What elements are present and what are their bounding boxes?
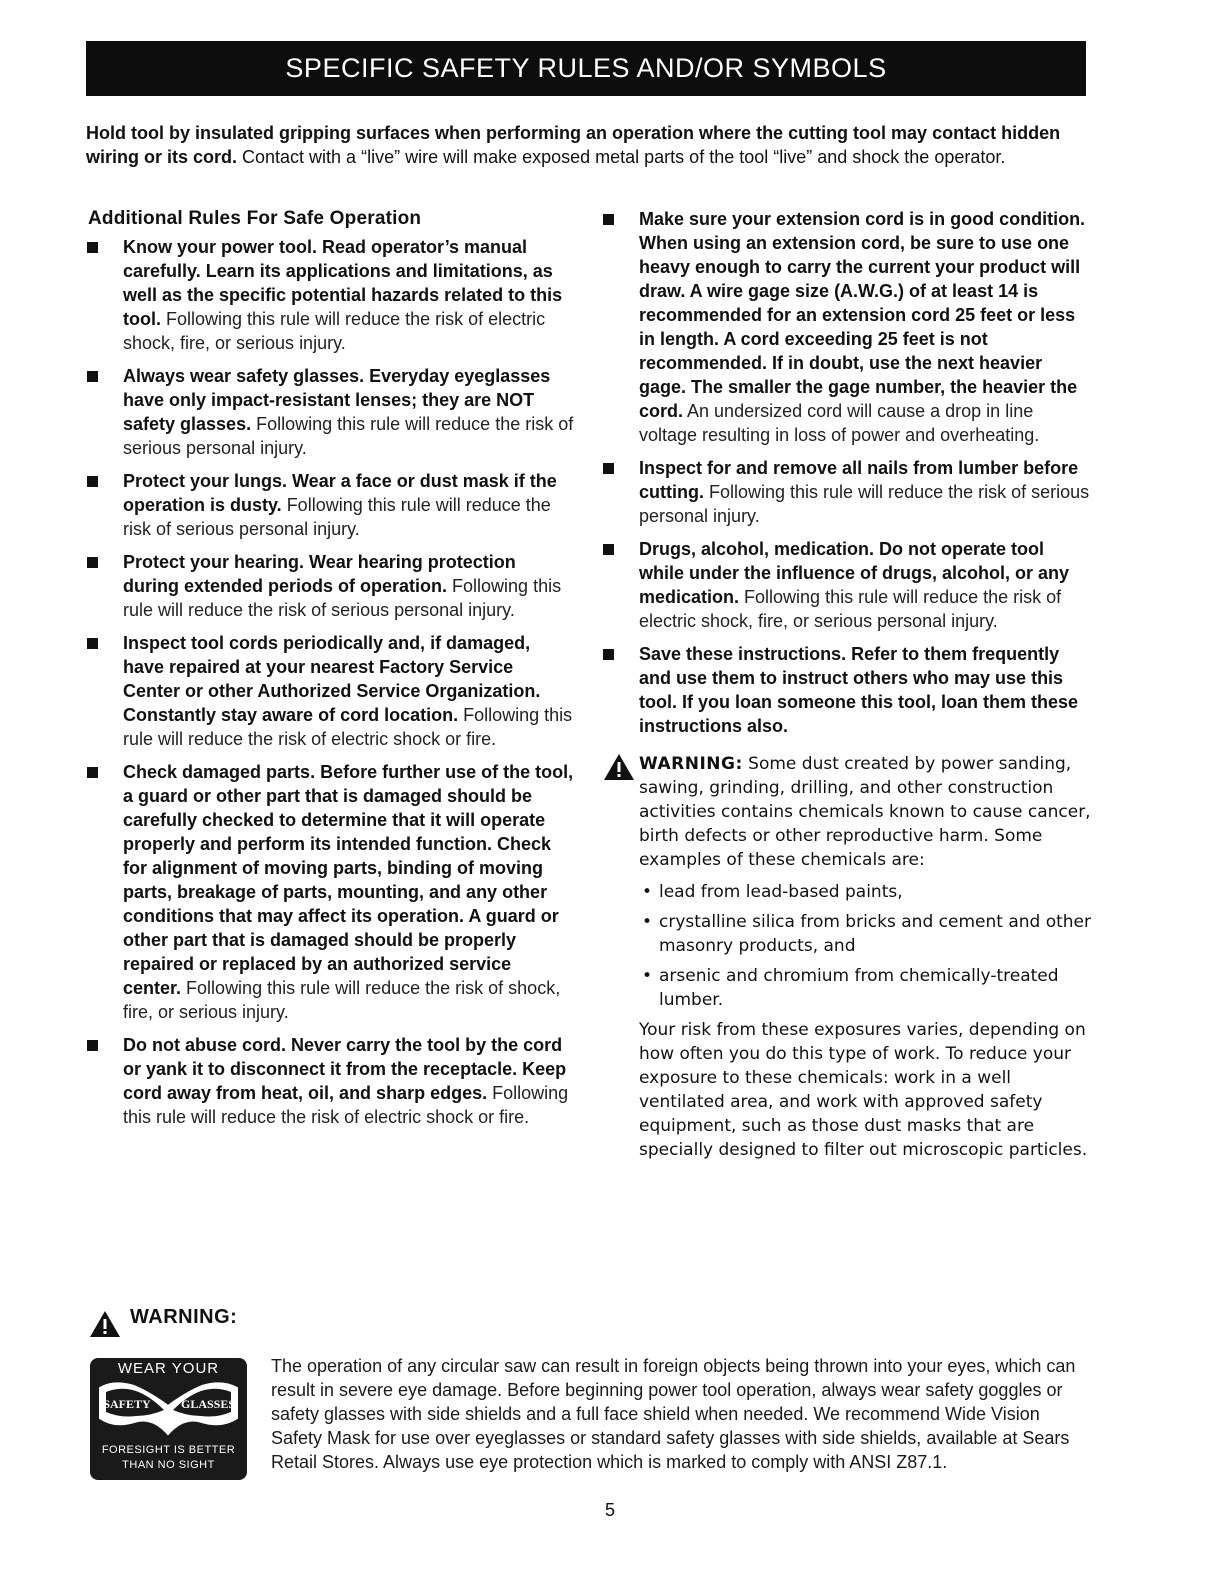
- rule-bold-text: Know your power tool. Read operator’s manual carefully. Learn its applications and limitations, as well as the specific potential hazards related to this tool.: [123, 237, 563, 329]
- rule-normal-text: Following this rule will reduce the risk of shock, fire, or serious injury.: [123, 978, 561, 1022]
- bottom-warning-label: WARNING:: [130, 1306, 238, 1328]
- list-item-text: crystalline silica from bricks and cement and other masonry products, and: [659, 912, 1091, 956]
- chemical-warning: [602, 752, 1092, 1162]
- rule-bold-text: Do not abuse cord. Never carry the tool by the cord or yank it to disconnect it from the receptacle. Keep cord away from heat, oil, and sharp edges.: [123, 1035, 567, 1103]
- rule-item: [86, 631, 574, 751]
- rule-bold-text: Protect your hearing. Wear hearing protection during extended periods of operation.: [123, 552, 516, 596]
- rule-normal-text: Following this rule will reduce the risk of electric shock, fire, or serious personal injury.: [639, 587, 1062, 631]
- rule-bold-text: Make sure your extension cord is in good condition. When using an extension cord, be sure to use one heavy enough to carry the current your product will draw. A wire gage size (A.W.G.) of at least 14 is recommended for an extension cord 25 feet or less in length. A cord exceeding 25 feet is not recommended. If in doubt, use the next heavier gage. The smaller the gage number, the heavier the cord.: [639, 209, 1086, 421]
- badge-top-text: WEAR YOUR: [117, 1360, 220, 1377]
- rule-normal-text: Following this rule will reduce the risk of electric shock or fire.: [123, 705, 573, 749]
- bottom-warning-heading: [88, 1306, 237, 1329]
- rule-normal-text: An undersized cord will cause a drop in line voltage resulting in loss of power and overheating.: [639, 401, 1040, 445]
- warning-triangle-icon: [602, 752, 636, 782]
- rule-bold-text: Always wear safety glasses. Everyday eyeglasses have only impact-resistant lenses; they are NOT safety glasses.: [123, 366, 551, 434]
- badge-left-word: SAFETY: [103, 1397, 151, 1411]
- bullet-dot-icon: •: [642, 966, 653, 986]
- section-title: SPECIFIC SAFETY RULES AND/OR SYMBOLS: [285, 53, 887, 83]
- safety-glasses-icon: [94, 1378, 243, 1442]
- safety-glasses-badge: [90, 1358, 247, 1480]
- badge-bottom-text-2: THAN NO SIGHT: [122, 1459, 215, 1471]
- intro-normal-text: Contact with a “live” wire will make exposed metal parts of the tool “live” and shock the operator.: [237, 147, 1006, 167]
- list-item-text: lead from lead-based paints,: [659, 882, 903, 902]
- bullet-dot-icon: •: [642, 912, 653, 932]
- intro-bold-text: Hold tool by insulated gripping surfaces when performing an operation where the cutting tool may contact hidden wiring or its cord.: [86, 123, 1061, 167]
- warning-triangle-icon: [88, 1309, 122, 1339]
- rule-normal-text: Following this rule will reduce the risk of serious personal injury.: [639, 482, 1090, 526]
- additional-rules-heading: Additional Rules For Safe Operation: [88, 208, 422, 229]
- square-bullet-icon: [87, 242, 98, 253]
- square-bullet-icon: [87, 371, 98, 382]
- warning-text: Some dust created by power sanding, sawing, grinding, drilling, and other construction activities contains chemicals known to cause cancer, birth defects or other reproductive harm. Some examples of these chemicals are:: [639, 754, 1091, 870]
- list-item-text: arsenic and chromium from chemically-treated lumber.: [659, 966, 1059, 1010]
- rule-item: [602, 642, 1092, 738]
- square-bullet-icon: [87, 476, 98, 487]
- rule-bold-text: Drugs, alcohol, medication. Do not operate tool while under the influence of drugs, alcohol, or any medication.: [639, 539, 1070, 607]
- chemical-list: [639, 880, 1092, 1012]
- rule-normal-text: Following this rule will reduce the risk of serious personal injury.: [123, 495, 551, 539]
- square-bullet-icon: [603, 649, 614, 660]
- rule-normal-text: Following this rule will reduce the risk of electric shock or fire.: [123, 1083, 569, 1127]
- rule-item: [86, 364, 574, 460]
- section-title-bar: [86, 41, 1086, 96]
- square-bullet-icon: [87, 638, 98, 649]
- square-bullet-icon: [87, 767, 98, 778]
- list-item: [639, 910, 1092, 958]
- warning-closing-text: Your risk from these exposures varies, depending on how often you do this type of work. To reduce your exposure to these chemicals: work in a well ventilated area, and work with approved safety equipment, such as those dust masks that are specially designed to filter out microscopic particles.: [639, 1020, 1088, 1160]
- rule-item: [602, 537, 1092, 633]
- square-bullet-icon: [87, 557, 98, 568]
- eye-protection-paragraph: The operation of any circular saw can result in foreign objects being thrown into your eyes, which can result in severe eye damage. Before beginning power tool operation, always wear safety goggles or safety glasses with side shields and a full face shield when needed. We recommend Wide Vision Safety Mask for use over eyeglasses or standard safety glasses with side shields, available at Sears Retail Stores. Always use eye protection which is marked to comply with ANSI Z87.1.: [271, 1356, 1076, 1472]
- rule-bold-text: Save these instructions. Refer to them frequently and use them to instruct others who may use this tool. If you loan someone this tool, loan them these instructions also.: [639, 644, 1079, 736]
- warning-label: WARNING:: [639, 754, 743, 774]
- rule-bold-text: Inspect for and remove all nails from lumber before cutting.: [639, 458, 1079, 502]
- badge-right-word: GLASSES: [180, 1397, 236, 1411]
- square-bullet-icon: [603, 463, 614, 474]
- square-bullet-icon: [603, 214, 614, 225]
- rule-item: [86, 235, 574, 355]
- left-column: [86, 207, 574, 1138]
- rule-bold-text: Check damaged parts. Before further use of the tool, a guard or other part that is damaged should be carefully checked to determine that it will operate properly and perform its intended function. Check for alignment of moving parts, binding of moving parts, breakage of parts, mounting, and any other conditions that may affect its operation. A guard or other part that is damaged should be properly repaired or replaced by an authorized service center.: [123, 762, 574, 998]
- rule-bold-text: Protect your lungs. Wear a face or dust mask if the operation is dusty.: [123, 471, 557, 515]
- rule-item: [602, 456, 1092, 528]
- bullet-dot-icon: •: [642, 882, 653, 902]
- rule-item: [86, 760, 574, 1024]
- list-item: [639, 964, 1092, 1012]
- page-number: 5: [604, 1500, 615, 1520]
- rule-bold-text: Inspect tool cords periodically and, if damaged, have repaired at your nearest Factory Service Center or other Authorized Service Organization. Constantly stay aware of cord location.: [123, 633, 541, 725]
- square-bullet-icon: [603, 544, 614, 555]
- rule-normal-text: Following this rule will reduce the risk of electric shock, fire, or serious injury.: [123, 309, 546, 353]
- rule-item: [86, 469, 574, 541]
- right-column: [602, 207, 1092, 1162]
- square-bullet-icon: [87, 1040, 98, 1051]
- rule-item: [602, 207, 1092, 447]
- rule-normal-text: Following this rule will reduce the risk of serious personal injury.: [123, 414, 574, 458]
- list-item: [639, 880, 1092, 904]
- rule-item: [86, 550, 574, 622]
- intro-paragraph: [86, 121, 1076, 169]
- rule-item: [86, 1033, 574, 1129]
- rule-normal-text: Following this rule will reduce the risk of serious personal injury.: [123, 576, 562, 620]
- badge-bottom-text-1: FORESIGHT IS BETTER: [101, 1444, 236, 1456]
